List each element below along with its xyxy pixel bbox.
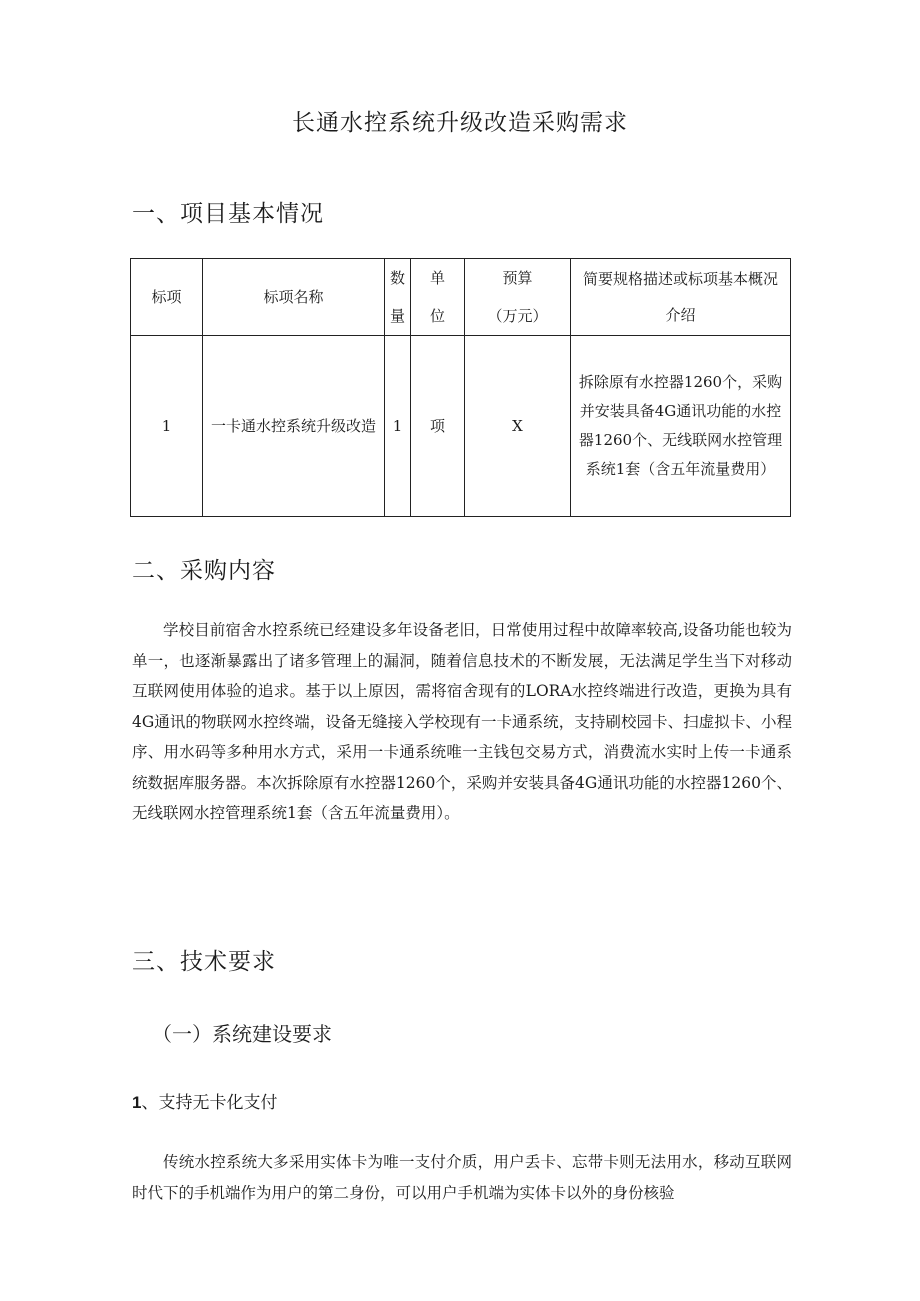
section-heading-procurement-content: 二、采购内容 — [132, 558, 276, 584]
table-header-row — [131, 259, 791, 336]
item-heading-cardless-payment — [132, 1088, 277, 1113]
item-number: 1 — [132, 1093, 142, 1112]
cardless-payment-paragraph: 传统水控系统大多采用实体卡为唯一支付介质，用户丢卡、忘带卡则无法用水，移动互联网时代下的手机端作为用户的第二身份，可以用户手机端为实体卡以外的身份核验 — [132, 1153, 792, 1202]
cell-unit: 项 — [411, 336, 465, 517]
subsection-heading-system-requirements: （一）系统建设要求 — [152, 1022, 332, 1046]
cell-description: 拆除原有水控器1260个，采购并安装具备4G通讯功能的水控器1260个、无线联网水控管理系统1套（含五年流量费用） — [571, 336, 791, 517]
header-budget-line1: 预算 — [502, 269, 533, 287]
header-budget-line2: （万元） — [487, 307, 548, 325]
header-description: 简要规格描述或标项基本概况介绍 — [571, 259, 791, 336]
procurement-content-paragraph: 学校目前宿舍水控系统已经建设多年设备老旧，日常使用过程中故障率较高,设备功能也较为单一，也逐渐暴露出了诸多管理上的漏洞，随着信息技术的不断发展，无法满足学生当下对移动互联网使用体验的追求。基于以上原因，需将宿舍现有的LORA水控终端进行改造，更换为具有4G通讯的物联网水控终端，设备无缝接入学校现有一卡通系统，支持刷校园卡、扫虚拟卡、小程序、用水码等多种用水方式，采用一卡通系统唯一主钱包交易方式，消费流水实时上传一卡通系统数据库服务器。本次拆除原有水控器1260个，采购并安装具备4G通讯功能的水控器1260个、无线联网水控管理系统1套（含五年流量费用）。 — [132, 621, 792, 822]
document-title: 长通水控系统升级改造采购需求 — [292, 110, 628, 136]
header-quantity: 数量 — [385, 259, 411, 336]
cell-name: 一卡通水控系统升级改造 — [203, 336, 385, 517]
header-budget — [465, 259, 571, 336]
header-name: 标项名称 — [203, 259, 385, 336]
item-title: 支持无卡化支付 — [158, 1093, 278, 1113]
section-heading-technical-requirements: 三、技术要求 — [132, 949, 276, 975]
project-items-table — [130, 258, 791, 517]
cell-quantity: 1 — [385, 336, 411, 517]
header-index: 标项 — [131, 259, 203, 336]
cell-index: 1 — [131, 336, 203, 517]
table-row — [131, 336, 791, 517]
section-heading-project-basics: 一、项目基本情况 — [132, 201, 324, 227]
item-separator: 、 — [141, 1093, 159, 1113]
cell-budget: X — [465, 336, 571, 517]
header-unit: 单位 — [411, 259, 465, 336]
